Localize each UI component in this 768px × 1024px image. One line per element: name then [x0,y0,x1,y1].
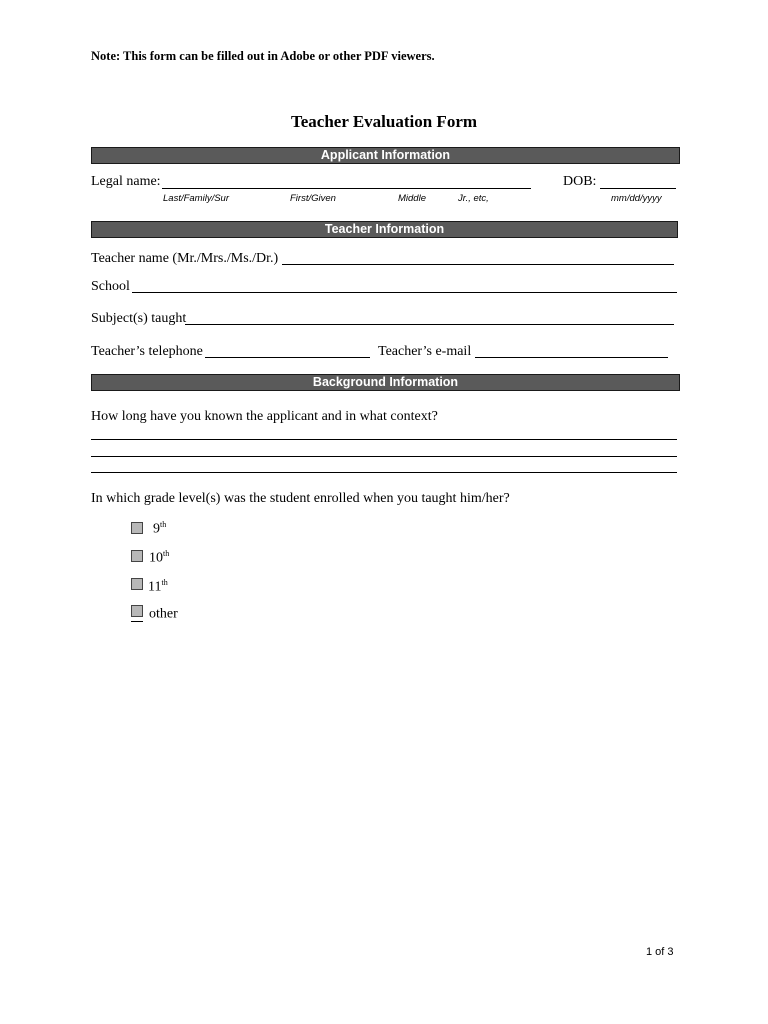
teacher-name-label: Teacher name (Mr./Mrs./Ms./Dr.) [91,251,279,266]
school-label: School [91,279,130,294]
section-header-applicant: Applicant Information [91,147,680,164]
dob-field[interactable] [600,188,676,189]
answer-line-3[interactable] [91,472,677,473]
checkbox-grade-11[interactable] [131,578,143,590]
other-underline [131,621,143,622]
checkbox-grade-other[interactable] [131,605,143,617]
note-text: Note: This form can be filled out in Adobe or other PDF viewers. [91,49,435,63]
subjects-label: Subject(s) taught [91,311,187,326]
answer-line-1[interactable] [91,439,677,440]
section-header-teacher: Teacher Information [91,221,678,238]
email-label: Teacher’s e-mail [378,344,472,359]
option-grade-10: 10th [149,549,170,566]
section-header-background: Background Information [91,374,680,391]
school-field[interactable] [132,292,677,293]
sublabel-last: Last/Family/Sur [163,193,229,204]
option-grade-other: other [149,606,178,622]
checkbox-grade-10[interactable] [131,550,143,562]
legal-name-label: Legal name: [91,174,161,189]
page-number: 1 of 3 [646,946,674,958]
sublabel-suffix: Jr., etc, [458,193,489,204]
teacher-name-field[interactable] [282,264,674,265]
email-field[interactable] [475,357,668,358]
option-grade-11: 11th [148,578,168,595]
sublabel-dob: mm/dd/yyyy [611,193,662,204]
legal-name-field[interactable] [162,188,531,189]
subjects-field[interactable] [185,324,674,325]
option-grade-9: 9th [153,520,167,537]
checkbox-grade-9[interactable] [131,522,143,534]
answer-line-2[interactable] [91,456,677,457]
question-grade: In which grade level(s) was the student enrolled when you taught him/her? [91,491,510,506]
sublabel-middle: Middle [398,193,426,204]
sublabel-first: First/Given [290,193,336,204]
telephone-field[interactable] [205,357,370,358]
telephone-label: Teacher’s telephone [91,344,203,359]
form-title: Teacher Evaluation Form [290,112,478,131]
question-known: How long have you known the applicant and in what context? [91,409,438,424]
dob-label: DOB: [563,174,597,189]
